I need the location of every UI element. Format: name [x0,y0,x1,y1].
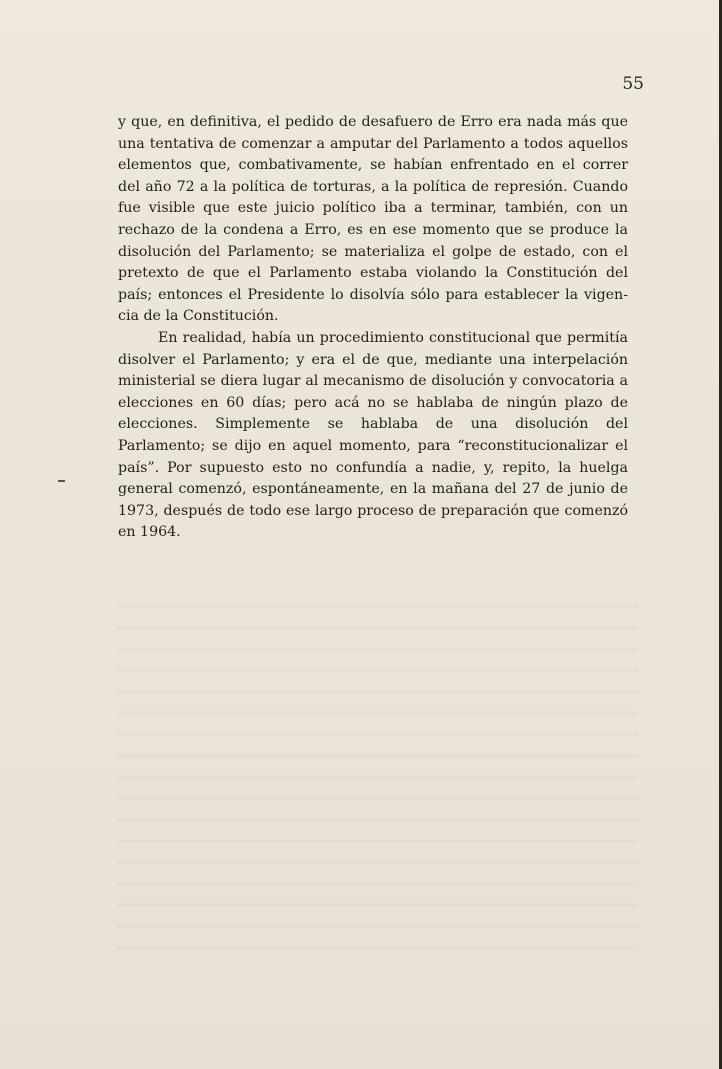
paragraph-1: y que, en definitiva, el pedido de desafuero de Erro era nada más que una tentativa de comenzar a amputar del Parlamento a todos aquellos elementos que, combativamente, se habían enfrentado en el correr del año 72 a la política de torturas, a la política de represión. Cuando fue visible que este juicio político iba a terminar, también, con un rechazo de la condena a Erro, es en ese momento que se produce la disolución del Parlamento; se materializa el golpe de estado, con el pretexto de que el Parlamento estaba violando la Constitución del país; entonces el Presidente lo disolvía sólo para establecer la vigencia de la Constitución. [118,114,628,325]
paragraph-2: En realidad, había un procedimiento constitucional que permitía disolver el Parlamento; y era el de que, mediante una interpelación ministerial se diera lugar al mecanismo de disolución y convocatoria a elecciones en 60 días; pero acá no se hablaba de ningún plazo de elecciones. Simplemente se hablaba de una disolución del Parlamento; se dijo en aquel momento, para “reconstitucionalizar el país”. Por supuesto esto no confundía a nadie, y, repito, la huelga general comenzó, espontáneamente, en la mañana del 27 de junio de 1973, después de todo ese largo proceso de preparación que comenzó en 1964. [118,329,628,541]
margin-mark [58,480,65,482]
body-text [118,112,628,544]
page-number: 55 [622,74,644,94]
